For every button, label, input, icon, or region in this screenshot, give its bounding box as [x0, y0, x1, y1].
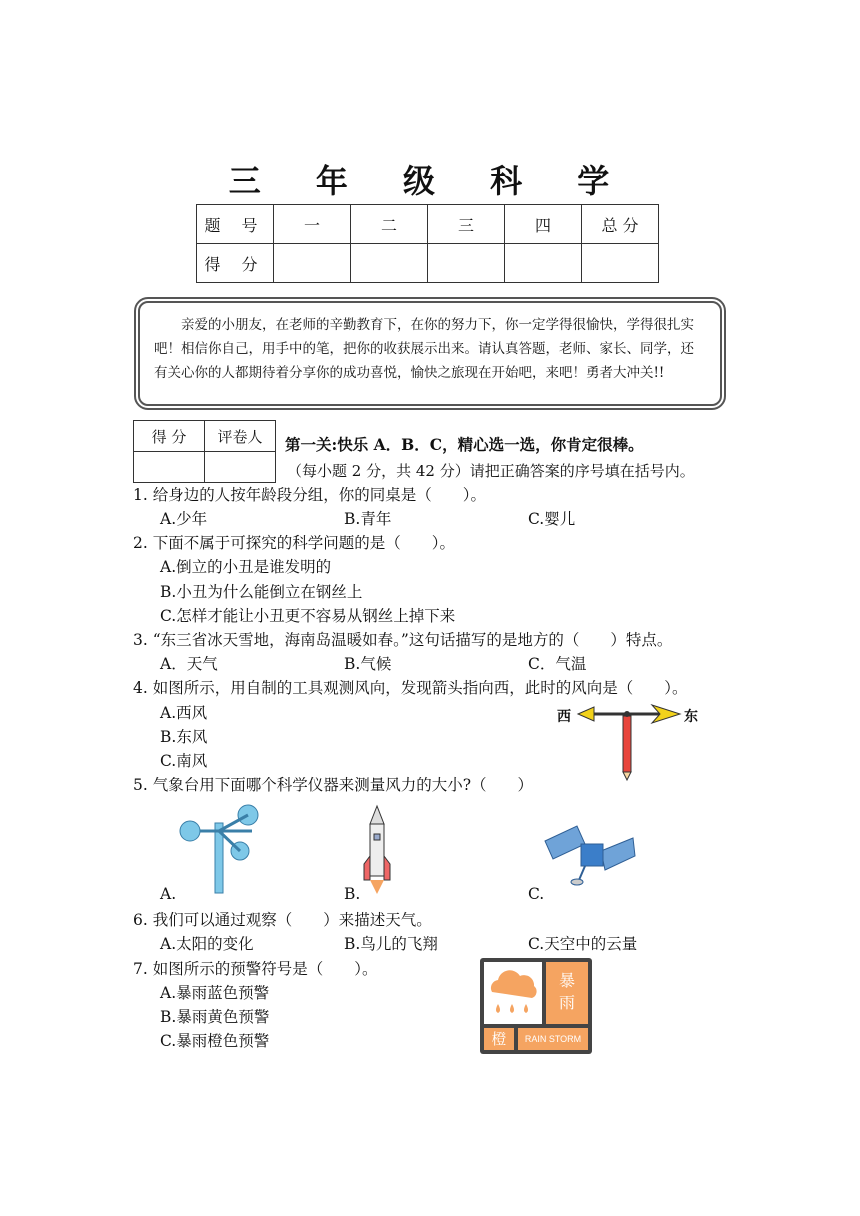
option[interactable]: C.天空中的云量 [528, 935, 638, 953]
option[interactable]: A.太阳的变化 [160, 935, 254, 953]
option[interactable]: C.婴儿 [528, 510, 576, 528]
warning-title [546, 962, 588, 1024]
warning-char: 雨 [558, 993, 575, 1012]
option[interactable]: A.西风 [160, 704, 208, 722]
question-stem: 7. 如图所示的预警符号是（ ）。 [133, 960, 378, 978]
warning-label: RAIN STORM [518, 1028, 588, 1050]
anemometer-icon [178, 803, 268, 893]
option[interactable]: B.青年 [344, 510, 392, 528]
score-header-cell: 二 [351, 205, 428, 244]
option[interactable]: B.鸟儿的飞翔 [344, 935, 438, 953]
section-title: 第一关:快乐 A．B．C，精心选一选，你肯定很棒。 [285, 435, 644, 454]
option[interactable]: B.暴雨黄色预警 [160, 1008, 270, 1026]
score-input-cell[interactable] [582, 244, 659, 283]
warning-char: 暴 [558, 971, 575, 990]
west-label: 西 [557, 709, 571, 725]
option[interactable]: A.暴雨蓝色预警 [160, 984, 270, 1002]
rocket-icon [362, 806, 392, 896]
warning-level: 橙 [484, 1028, 514, 1050]
score-input-cell[interactable] [351, 244, 428, 283]
satellite-icon [545, 826, 635, 886]
option[interactable]: B.气候 [344, 655, 392, 673]
option[interactable]: A．天气 [160, 655, 218, 673]
score-input-cell[interactable] [428, 244, 505, 283]
grader-score-cell[interactable] [134, 452, 205, 483]
grader-name-cell[interactable] [205, 452, 276, 483]
option[interactable]: A. [160, 885, 177, 903]
option[interactable]: C.暴雨橙色预警 [160, 1032, 270, 1050]
option[interactable]: A.少年 [160, 510, 208, 528]
option[interactable]: C．气温 [528, 655, 587, 673]
score-row-label: 得 分 [197, 244, 274, 283]
question-stem: 3. “东三省冰天雪地，海南岛温暖如春。”这句话描写的是地方的（ ）特点。 [133, 631, 673, 649]
east-label: 东 [684, 709, 698, 725]
wind-vane-icon [578, 700, 682, 780]
notice-box [134, 297, 726, 410]
option[interactable]: B. [344, 885, 361, 903]
option[interactable]: B.东风 [160, 728, 208, 746]
option[interactable]: C.南风 [160, 752, 208, 770]
rainstorm-warning-sign [480, 958, 592, 1054]
question-stem: 5. 气象台用下面哪个科学仪器来测量风力的大小?（ ） [133, 776, 534, 794]
score-header-cell: 题 号 [197, 205, 274, 244]
score-header-cell: 总 分 [582, 205, 659, 244]
grader-score-label: 得 分 [134, 421, 205, 452]
score-header-cell: 四 [505, 205, 582, 244]
question-stem: 4. 如图所示，用自制的工具观测风向，发现箭头指向西，此时的风向是（ ）。 [133, 679, 688, 697]
page-title: 三 年 级 科 学 [228, 162, 632, 200]
score-input-cell[interactable] [505, 244, 582, 283]
score-input-cell[interactable] [274, 244, 351, 283]
question-stem: 6. 我们可以通过观察（ ）来描述天气。 [133, 911, 432, 929]
option[interactable]: C.怎样才能让小丑更不容易从钢丝上掉下来 [160, 607, 456, 625]
section-note: （每小题 2 分，共 42 分）请把正确答案的序号填在括号内。 [287, 462, 695, 480]
score-table [196, 204, 659, 283]
notice-text: 亲爱的小朋友，在老师的辛勤教育下，在你的努力下，你一定学得很愉快，学得很扎实吧！相信你自己，用手中的笔，把你的收获展示出来。请认真答题，老师、家长、同学，还有关心你的人都期待着分享你的成功喜悦，愉快之旅现在开始吧，来吧！勇者大冲关!! [154, 317, 694, 381]
question-stem: 2. 下面不属于可探究的科学问题的是（ ）。 [133, 534, 455, 552]
grader-table [133, 420, 276, 483]
score-header-cell: 一 [274, 205, 351, 244]
question-stem: 1. 给身边的人按年龄段分组，你的同桌是（ ）。 [133, 486, 486, 504]
option[interactable]: C. [528, 885, 545, 903]
score-header-cell: 三 [428, 205, 505, 244]
option[interactable]: A.倒立的小丑是谁发明的 [160, 558, 332, 576]
cloud-rain-icon [484, 962, 542, 1024]
grader-name-label: 评卷人 [205, 421, 276, 452]
option[interactable]: B.小丑为什么能倒立在钢丝上 [160, 583, 363, 601]
